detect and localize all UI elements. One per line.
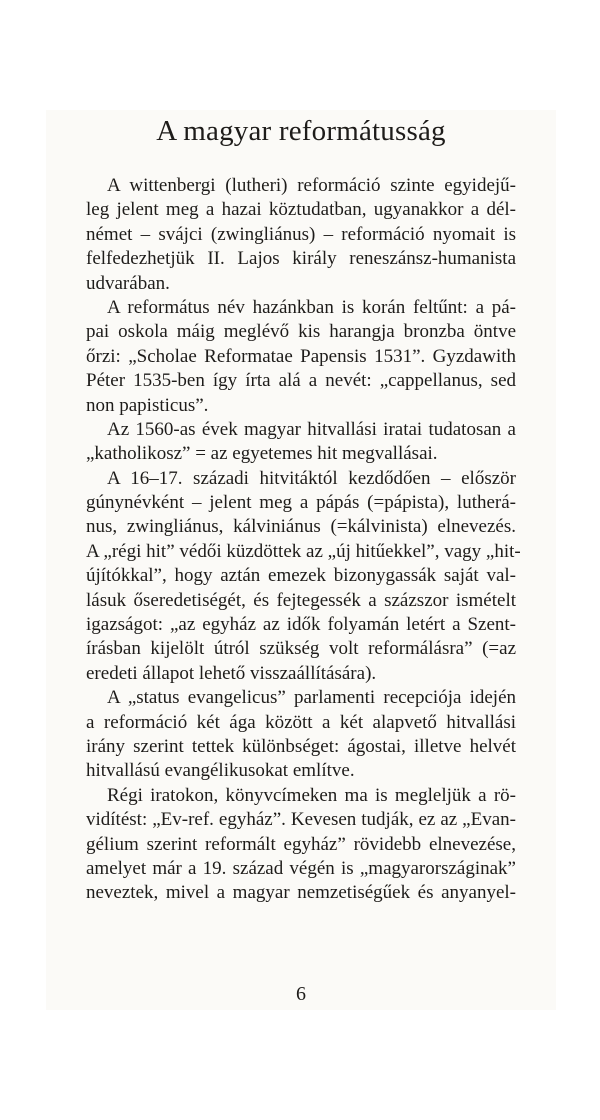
text-line: gélium szerint reformált egyház” rövidebb elnevezése, bbox=[86, 833, 516, 855]
text-line: A wittenbergi (lutheri) reformáció szinte egyidejű- bbox=[107, 175, 516, 196]
text-line: őrzi: „Scholae Reformatae Papensis 1531”. Gyzdawith bbox=[86, 345, 516, 367]
text-line: eredeti állapot lehető visszaállítására). bbox=[86, 662, 377, 684]
text-line: írásban kijelölt útról szükség volt reformálásra” (=az bbox=[86, 638, 516, 660]
text-line: „katholikosz” = az egyetemes hit megvallásai. bbox=[86, 443, 438, 465]
page-title: A magyar reformátusság bbox=[156, 115, 446, 147]
text-line: gúnynévként – jelent meg a pápás (=pápista), lutherá- bbox=[86, 492, 516, 514]
text-line: lásuk őseredetiségét, és fejtegessék a százszor ismételt bbox=[86, 589, 516, 611]
text-line: neveztek, mivel a magyar nemzetiségűek és anyanyel- bbox=[86, 882, 516, 904]
text-line: irány szerint tettek különbséget: ágostai, illetve helvét bbox=[86, 735, 516, 757]
paragraph bbox=[86, 296, 516, 418]
text-line: A 16–17. századi hitvitáktól kezdődően – először bbox=[107, 467, 516, 489]
text-line: német – svájci (zwingliánus) – reformáció nyomait is bbox=[86, 223, 516, 245]
text-line: felfedezhetjük II. Lajos király reneszánsz-humanista bbox=[86, 248, 516, 270]
paragraph bbox=[86, 174, 516, 296]
text-line: A református név hazánkban is korán feltűnt: a pá- bbox=[107, 296, 516, 318]
text-line: újítókkal”, hogy aztán emezek bizonygassák saját val- bbox=[86, 565, 516, 587]
paragraph bbox=[86, 784, 516, 906]
paragraph bbox=[86, 467, 521, 687]
text-line: hitvallású evangélikusokat említve. bbox=[86, 760, 355, 782]
text-line: nus, zwingliánus, kálviniánus (=kálvinista) elnevezés. bbox=[86, 516, 516, 538]
text-line: Péter 1535-ben így írta alá a nevét: „cappellanus, sed bbox=[86, 370, 516, 392]
paragraph bbox=[86, 418, 516, 467]
text-line: igazságot: „az egyház az idők folyamán letért a Szent- bbox=[86, 614, 516, 636]
text-line: a reformáció két ága között a két alapvető hitvallási bbox=[86, 711, 516, 733]
text-line: amelyet már a 19. század végén is „magyarországinak” bbox=[86, 857, 516, 879]
text-line: pai oskola máig meglévő kis harangja bronzba öntve bbox=[86, 321, 516, 343]
text-line: leg jelent meg a hazai köztudatban, ugyanakkor a dél- bbox=[86, 199, 516, 221]
text-line: A „status evangelicus” parlamenti recepciója idején bbox=[107, 687, 516, 709]
text-line: vidítést: „Ev-ref. egyház”. Kevesen tudják, ez az „Evan- bbox=[86, 809, 516, 831]
text-line: non papisticus”. bbox=[86, 394, 209, 416]
book-page bbox=[46, 110, 556, 1010]
text-line: Az 1560-as évek magyar hitvallási iratai tudatosan a bbox=[107, 418, 516, 440]
page-number: 6 bbox=[296, 983, 306, 1005]
text-line: Régi iratokon, könyvcímeken ma is megleljük a rö- bbox=[107, 784, 516, 806]
text-line: A „régi hit” védői küzdöttek az „új hitűekkel”, vagy „hit- bbox=[86, 540, 521, 562]
paragraph bbox=[86, 686, 516, 784]
text-line: udvarában. bbox=[86, 272, 170, 294]
body-text bbox=[86, 174, 521, 906]
